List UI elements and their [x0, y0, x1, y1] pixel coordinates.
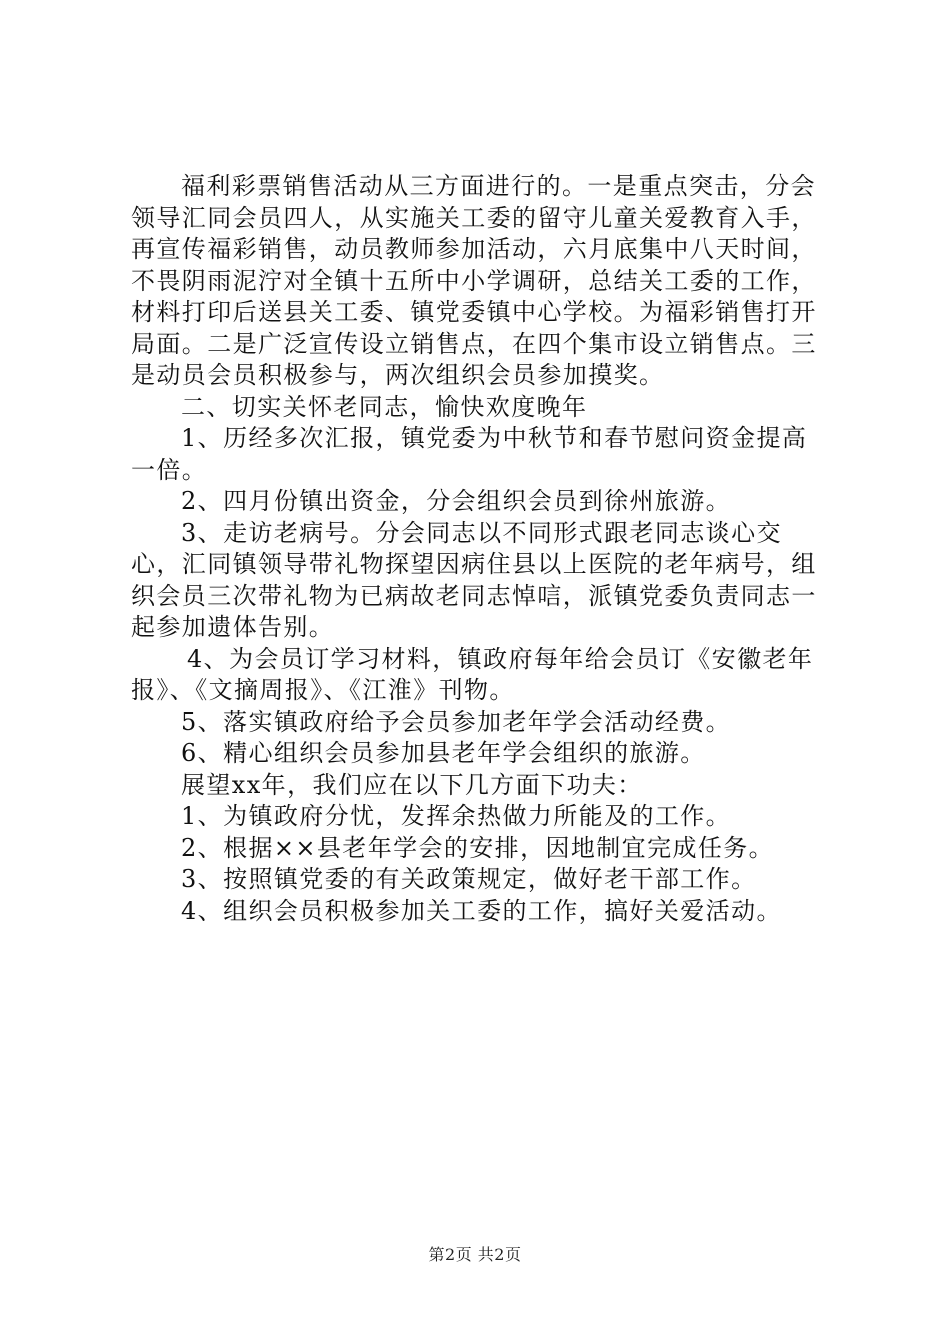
outlook-heading: 展望xx年，我们应在以下几方面下功夫：: [181, 770, 643, 799]
outlook-item-3: 3、按照镇党委的有关政策规定，做好老干部工作。: [181, 865, 757, 893]
list-item-6: 6、精心组织会员参加县老年学会组织的旅游。: [181, 739, 706, 767]
list-item-4: 4、为会员订学习材料，镇政府每年给会员订《安徽老年报》、《文摘周报》、《江淮》刊物。: [131, 644, 814, 704]
outlook-item-2: 2、根据××县老年学会的安排，因地制宜完成任务。: [181, 833, 775, 862]
outlook-item-4: 4、组织会员积极参加关工委的工作，搞好关爱活动。: [181, 896, 782, 925]
list-item-5: 5、落实镇政府给予会员参加老年学会活动经费。: [181, 707, 732, 736]
paragraph-lottery-sales: 福利彩票销售活动从三方面进行的。一是重点突击，分会领导汇同会员四人，从实施关工委的留守儿童关爱教育入手，再宣传福彩销售，动员教师参加活动，六月底集中八天时间，不畏阴雨泥泞对全镇十五所中小学调研，总结关工委的工作，材料打印后送县关工委、镇党委镇中心学校。为福彩销售打开局面。二是广泛宣传设立销售点，在四个集市设立销售点。三是动员会员积极参与，两次组织会员参加摸奖。: [131, 172, 817, 389]
section-heading-care-elders: 二、切实关怀老同志，愉快欢度晚年: [181, 392, 588, 421]
list-item-3: 3、走访老病号。分会同志以不同形式跟老同志谈心交心，汇同镇领导带礼物探望因病住县以上医院的老年病号，组织会员三次带礼物为已病故老同志悼唁，派镇党委负责同志一起参加遗体告别。: [131, 518, 817, 641]
outlook-item-1: 1、为镇政府分忧，发挥余热做力所能及的工作。: [181, 802, 732, 830]
list-item-2: 2、四月份镇出资金，分会组织会员到徐州旅游。: [181, 487, 732, 515]
list-item-1: 1、历经多次汇报，镇党委为中秋节和春节慰问资金提高一倍。: [131, 424, 808, 484]
document-body: [131, 171, 831, 927]
page-number-footer: 第2页 共2页: [428, 1245, 522, 1264]
